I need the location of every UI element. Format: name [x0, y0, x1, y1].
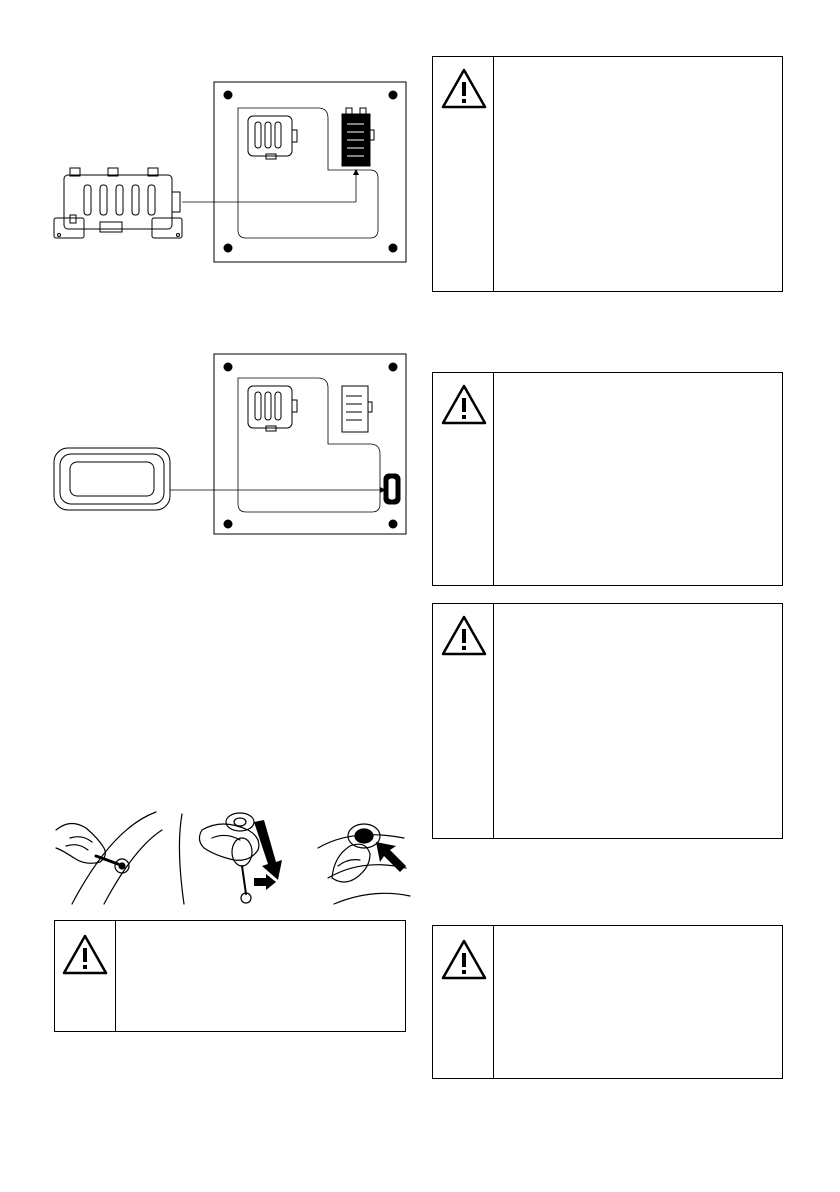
warning-triangle-icon	[441, 383, 487, 425]
warning-divider	[493, 926, 494, 1078]
grommet-panel-illustration	[48, 352, 408, 542]
warning-triangle-icon	[62, 933, 108, 975]
warning-divider	[115, 921, 116, 1031]
mounting-panel-drawing	[214, 354, 406, 534]
grommet-removal-steps-illustration	[52, 808, 412, 910]
connector-panel-illustration	[48, 80, 408, 270]
warning-box-3	[432, 603, 783, 839]
warning-divider	[493, 373, 494, 585]
warning-triangle-icon	[441, 67, 487, 109]
warning-divider	[493, 57, 494, 291]
warning-triangle-icon	[441, 614, 487, 656]
warning-triangle-icon	[441, 938, 487, 980]
warning-box-5	[432, 925, 783, 1079]
warning-divider	[493, 604, 494, 838]
connector-module-drawing	[54, 168, 182, 238]
mounting-panel-drawing	[214, 82, 406, 262]
arrow-up-left-icon	[376, 842, 406, 872]
warning-box-1	[432, 56, 783, 292]
step-1-drawing	[56, 812, 162, 904]
arrow-right-icon	[254, 874, 276, 890]
warning-box-2	[432, 372, 783, 586]
step-2-drawing	[179, 813, 258, 904]
grommet-drawing	[54, 448, 170, 510]
warning-box-4	[54, 920, 406, 1032]
